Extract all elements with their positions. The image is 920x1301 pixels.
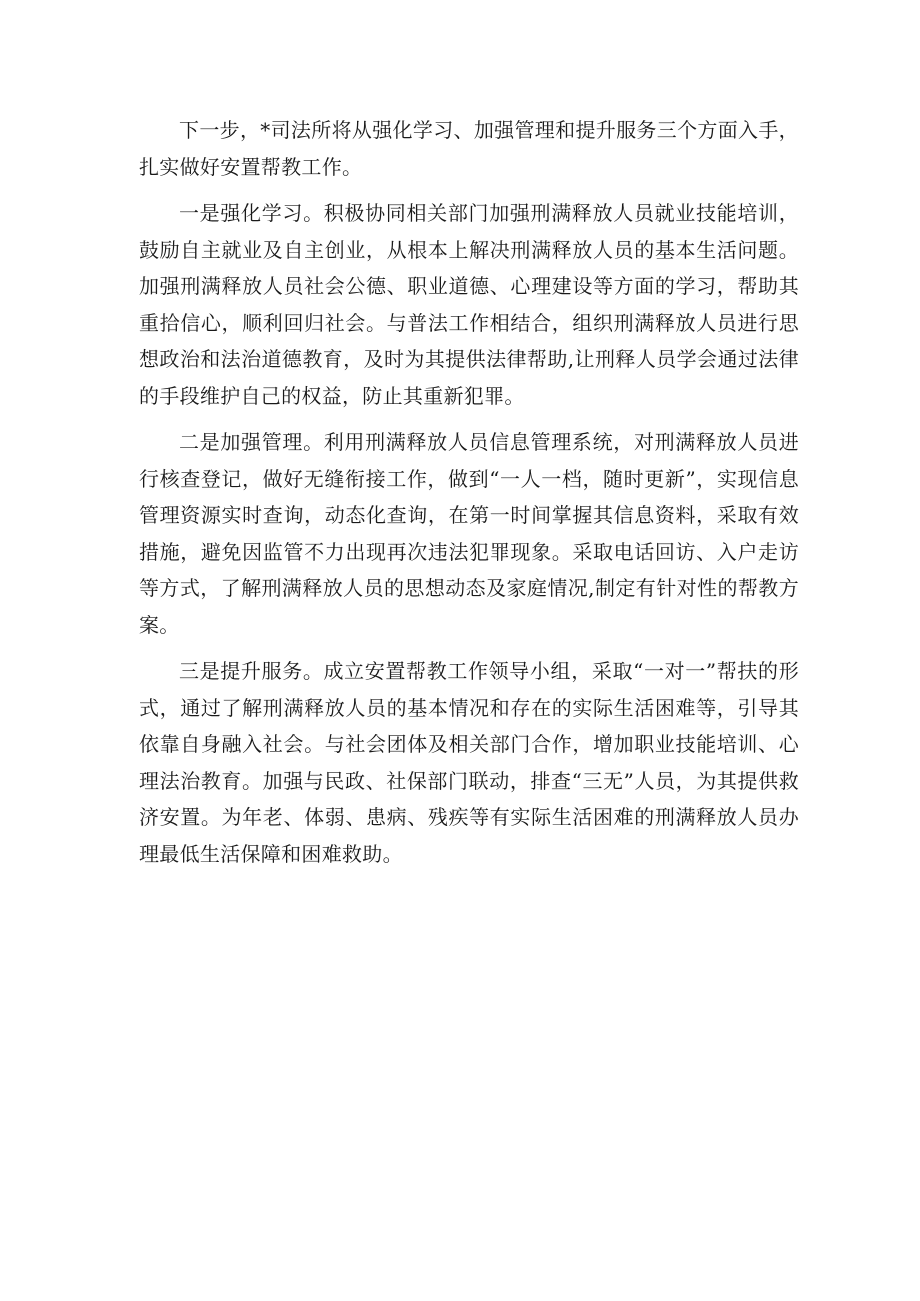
paragraph-strengthen-learning: 一是强化学习。积极协同相关部门加强刑满释放人员就业技能培训，鼓励自主就业及自主创业，从根本上解决刑满释放人员的基本生活问题。加强刑满释放人员社会公德、职业道德、心理建设等方面的学习，帮助其重拾信心，顺利回归社会。与普法工作相结合，组织刑满释放人员进行思想政治和法治道德教育，及时为其提供法律帮助,让刑释人员学会通过法律的手段维护自己的权益，防止其重新犯罪。 <box>139 201 799 408</box>
paragraph-improve-service: 三是提升服务。成立安置帮教工作领导小组，采取“一对一”帮扶的形式，通过了解刑满释放人员的基本情况和存在的实际生活困难等，引导其依靠自身融入社会。与社会团体及相关部门合作，增加职业技能培训、心理法治教育。加强与民政、社保部门联动，排查“三无”人员，为其提供救济安置。为年老、体弱、患病、残疾等有实际生活困难的刑满释放人员办理最低生活保障和困难救助。 <box>139 659 799 866</box>
paragraph-strengthen-management: 二是加强管理。利用刑满释放人员信息管理系统，对刑满释放人员进行核查登记，做好无缝衔接工作，做到“一人一档，随时更新”，实现信息管理资源实时查询，动态化查询，在第一时间掌握其信息资料，采取有效措施，避免因监管不力出现再次违法犯罪现象。采取电话回访、入户走访等方式，了解刑满释放人员的思想动态及家庭情况,制定有针对性的帮教方案。 <box>139 430 799 637</box>
paragraph-next-step: 下一步，*司法所将从强化学习、加强管理和提升服务三个方面入手，扎实做好安置帮教工作。 <box>139 118 799 179</box>
document-body <box>139 112 799 882</box>
